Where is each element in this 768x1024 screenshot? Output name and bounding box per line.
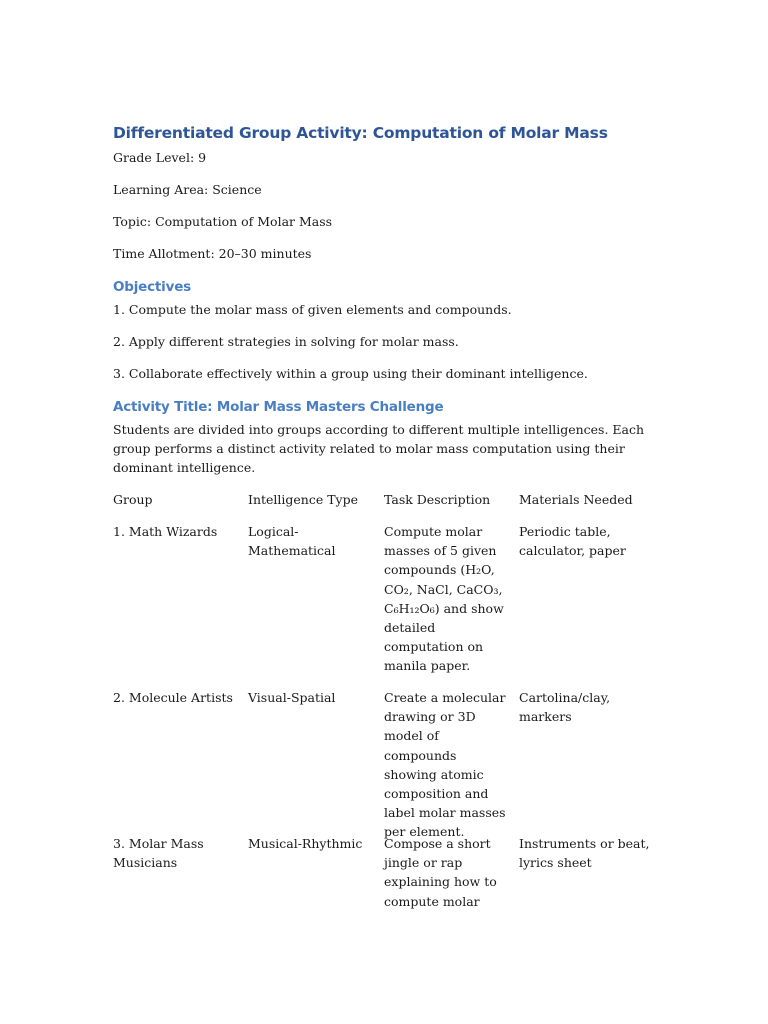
activity-intro: Students are divided into groups according to different multiple intelligences. Each group performs a distinct activity related to molar mass computation using their dominant intelligence. bbox=[113, 422, 645, 475]
table-header-materials: Materials Needed bbox=[519, 492, 633, 507]
objectives-heading: Objectives bbox=[113, 279, 191, 295]
time-allotment: Time Allotment: 20–30 minutes bbox=[113, 246, 312, 261]
learning-area: Learning Area: Science bbox=[113, 182, 262, 197]
materials-cell: Cartolina/clay, markers bbox=[519, 690, 611, 725]
intelligence-cell: Visual-Spatial bbox=[248, 690, 336, 705]
group-cell: 3. Molar Mass Musicians bbox=[113, 836, 204, 871]
table-header-task: Task Description bbox=[384, 492, 491, 507]
table-header-group: Group bbox=[113, 492, 153, 507]
topic: Topic: Computation of Molar Mass bbox=[113, 214, 333, 229]
materials-cell: Instruments or beat, lyrics sheet bbox=[519, 836, 650, 871]
table-header-intelligence: Intelligence Type bbox=[248, 492, 359, 507]
task-cell: Compute molar masses of 5 given compounds (H₂O, CO₂, NaCl, CaCO₃, C₆H₁₂O₆) and show detailed computation on manila paper. bbox=[384, 524, 504, 674]
group-cell: 2. Molecule Artists bbox=[113, 690, 233, 705]
intelligence-cell: Logical-Mathematical bbox=[248, 524, 336, 559]
group-cell: 1. Math Wizards bbox=[113, 524, 218, 539]
objective-item: 3. Collaborate effectively within a group using their dominant intelligence. bbox=[113, 366, 588, 381]
intelligence-cell: Musical-Rhythmic bbox=[248, 836, 363, 851]
grade-level: Grade Level: 9 bbox=[113, 150, 207, 165]
materials-cell: Periodic table, calculator, paper bbox=[519, 524, 626, 559]
task-cell: Create a molecular drawing or 3D model of compounds showing atomic composition and label molar masses per element. bbox=[384, 690, 506, 840]
task-cell: Compose a short jingle or rap explaining how to compute molar bbox=[384, 836, 497, 909]
objective-item: 1. Compute the molar mass of given elements and compounds. bbox=[113, 302, 512, 317]
document-title: Differentiated Group Activity: Computation of Molar Mass bbox=[113, 124, 608, 142]
objective-item: 2. Apply different strategies in solving for molar mass. bbox=[113, 334, 459, 349]
activity-heading: Activity Title: Molar Mass Masters Challenge bbox=[113, 399, 444, 415]
